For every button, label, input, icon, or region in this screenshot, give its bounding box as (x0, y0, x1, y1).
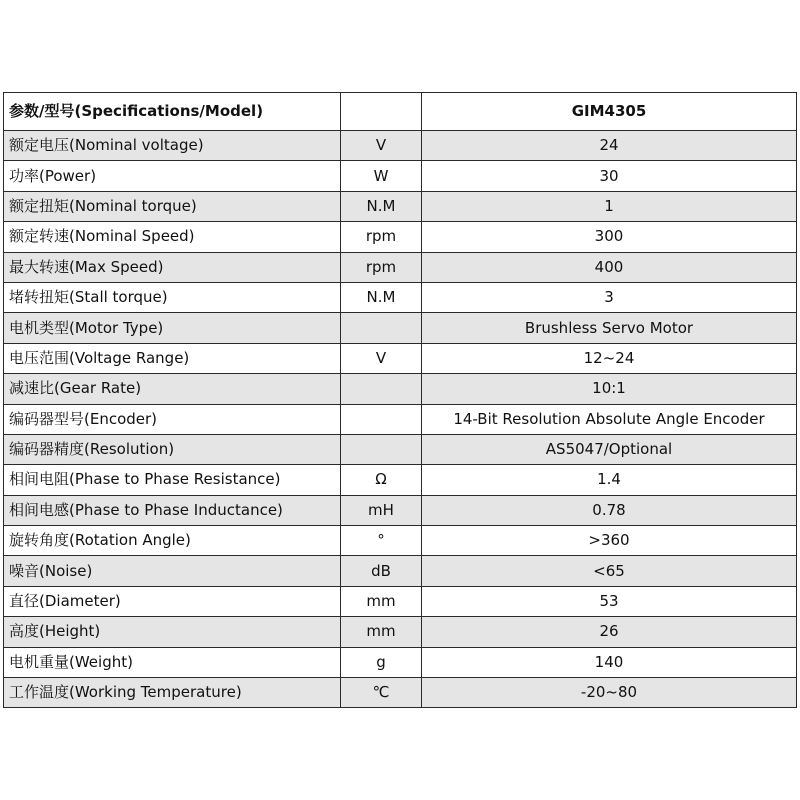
row-unit: mm (341, 586, 422, 616)
table-row (4, 617, 797, 647)
row-parameter: 高度(Height) (4, 617, 341, 647)
row-value: 12~24 (422, 343, 797, 373)
row-unit: N.M (341, 191, 422, 221)
header-unit (341, 93, 422, 131)
table-row (4, 434, 797, 464)
row-unit: dB (341, 556, 422, 586)
row-value: AS5047/Optional (422, 434, 797, 464)
table-row (4, 465, 797, 495)
row-unit: N.M (341, 282, 422, 312)
row-unit: V (341, 343, 422, 373)
row-parameter: 编码器型号(Encoder) (4, 404, 341, 434)
table-row (4, 161, 797, 191)
row-value: 10:1 (422, 374, 797, 404)
header-model: GIM4305 (422, 93, 797, 131)
table-row (4, 404, 797, 434)
row-value: 0.78 (422, 495, 797, 525)
row-unit (341, 404, 422, 434)
row-value: -20~80 (422, 678, 797, 708)
row-parameter: 相间电感(Phase to Phase Inductance) (4, 495, 341, 525)
table-row (4, 282, 797, 312)
table-row (4, 526, 797, 556)
row-parameter: 相间电阻(Phase to Phase Resistance) (4, 465, 341, 495)
row-value: 140 (422, 647, 797, 677)
row-value: 24 (422, 131, 797, 161)
row-value: 300 (422, 222, 797, 252)
row-parameter: 噪音(Noise) (4, 556, 341, 586)
table-row (4, 191, 797, 221)
row-unit (341, 434, 422, 464)
row-value: 3 (422, 282, 797, 312)
row-unit: mm (341, 617, 422, 647)
row-parameter: 直径(Diameter) (4, 586, 341, 616)
spec-table (3, 92, 797, 708)
spec-table-body (4, 93, 797, 708)
row-value: >360 (422, 526, 797, 556)
table-row (4, 586, 797, 616)
row-parameter: 电压范围(Voltage Range) (4, 343, 341, 373)
row-value: Brushless Servo Motor (422, 313, 797, 343)
table-row (4, 495, 797, 525)
row-parameter: 编码器精度(Resolution) (4, 434, 341, 464)
row-value: 53 (422, 586, 797, 616)
row-parameter: 电机重量(Weight) (4, 647, 341, 677)
row-parameter: 额定电压(Nominal voltage) (4, 131, 341, 161)
row-parameter: 旋转角度(Rotation Angle) (4, 526, 341, 556)
row-unit: W (341, 161, 422, 191)
table-row (4, 678, 797, 708)
row-unit: rpm (341, 252, 422, 282)
row-unit: ℃ (341, 678, 422, 708)
table-row (4, 252, 797, 282)
row-parameter: 最大转速(Max Speed) (4, 252, 341, 282)
row-parameter: 电机类型(Motor Type) (4, 313, 341, 343)
table-row (4, 647, 797, 677)
row-unit: g (341, 647, 422, 677)
header-parameter: 参数/型号(Specifications/Model) (4, 93, 341, 131)
row-parameter: 额定扭矩(Nominal torque) (4, 191, 341, 221)
row-value: <65 (422, 556, 797, 586)
row-value: 1.4 (422, 465, 797, 495)
row-value: 400 (422, 252, 797, 282)
row-unit (341, 374, 422, 404)
table-row (4, 343, 797, 373)
row-unit: mH (341, 495, 422, 525)
row-unit: V (341, 131, 422, 161)
row-parameter: 减速比(Gear Rate) (4, 374, 341, 404)
row-parameter: 堵转扭矩(Stall torque) (4, 282, 341, 312)
row-value: 26 (422, 617, 797, 647)
row-parameter: 工作温度(Working Temperature) (4, 678, 341, 708)
row-unit: ° (341, 526, 422, 556)
table-row (4, 313, 797, 343)
row-unit: Ω (341, 465, 422, 495)
row-value: 14-Bit Resolution Absolute Angle Encoder (422, 404, 797, 434)
table-row (4, 374, 797, 404)
table-header-row (4, 93, 797, 131)
table-row (4, 131, 797, 161)
table-row (4, 556, 797, 586)
row-parameter: 额定转速(Nominal Speed) (4, 222, 341, 252)
row-value: 30 (422, 161, 797, 191)
row-unit (341, 313, 422, 343)
row-value: 1 (422, 191, 797, 221)
table-row (4, 222, 797, 252)
row-unit: rpm (341, 222, 422, 252)
row-parameter: 功率(Power) (4, 161, 341, 191)
